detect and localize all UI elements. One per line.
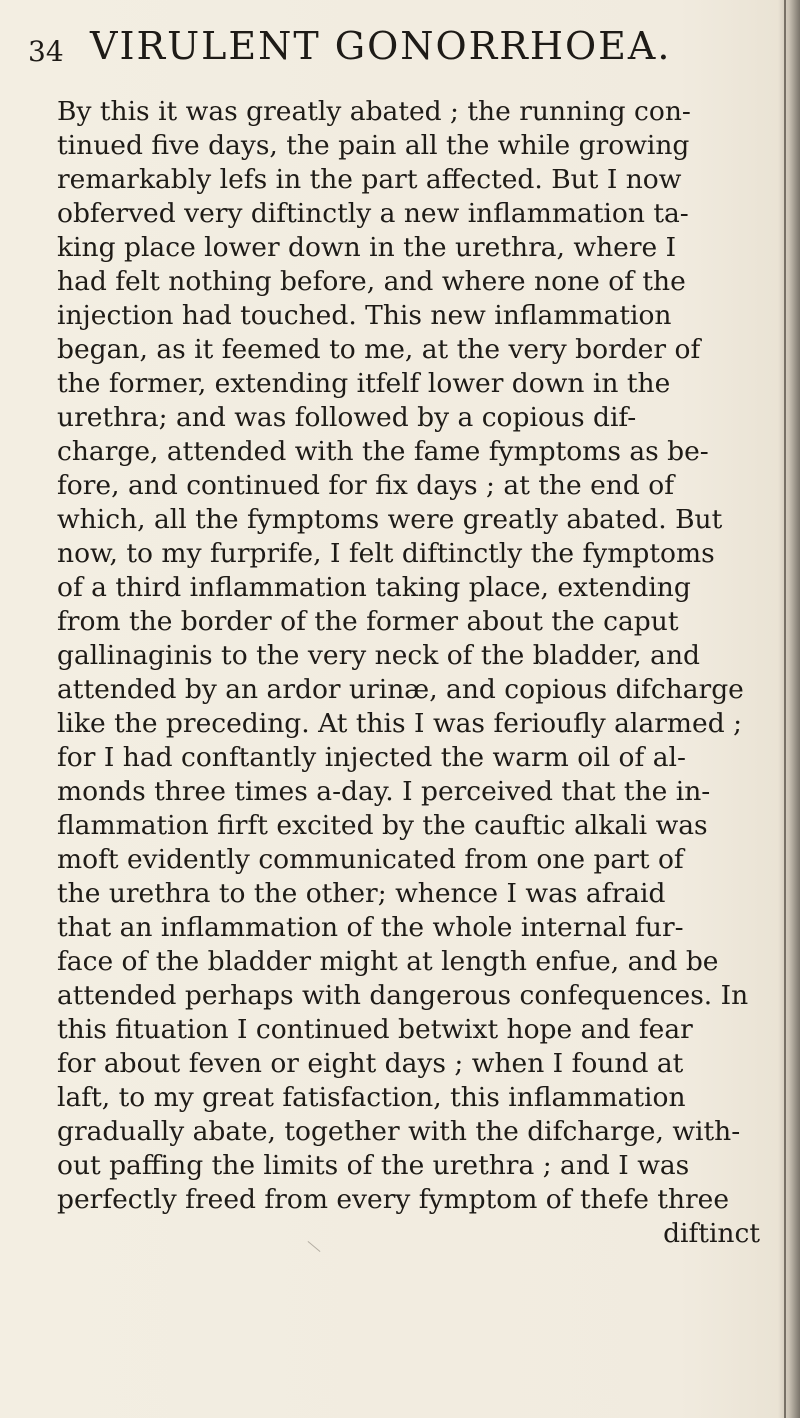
text-line: which, all the fymptoms were greatly abated. But <box>57 504 723 535</box>
text-line: face of the bladder might at length enfue, and be <box>57 946 719 977</box>
text-line: the urethra to the other; whence I was afraid <box>57 878 666 909</box>
text-line: gallinaginis to the very neck of the bladder, and <box>57 640 700 671</box>
book-gutter-shadow <box>778 0 800 1418</box>
text-line: the former, extending itfelf lower down in the <box>57 368 671 399</box>
text-line: moft evidently communicated from one part of <box>57 844 684 875</box>
text-line: like the preceding. At this I was ferioufly alarmed ; <box>57 708 743 739</box>
text-line: injection had touched. This new inflammation <box>57 300 672 331</box>
text-line: monds three times a-day. I perceived that the in- <box>57 776 711 807</box>
catchword: diftinct <box>663 1218 760 1249</box>
text-line: for about feven or eight days ; when I found at <box>57 1048 684 1079</box>
text-line: out paffing the limits of the urethra ; and I was <box>57 1150 690 1181</box>
text-line: king place lower down in the urethra, where I <box>57 232 677 263</box>
text-line: began, as it feemed to me, at the very border of <box>57 334 701 365</box>
text-line: of a third inflammation taking place, extending <box>57 572 691 603</box>
text-line: now, to my furprife, I felt diftinctly the fymptoms <box>57 538 715 569</box>
page-number: 34 <box>28 35 64 68</box>
text-line: laft, to my great fatisfaction, this inflammation <box>57 1082 686 1113</box>
text-line: this fituation I continued betwixt hope and fear <box>57 1014 693 1045</box>
text-line: gradually abate, together with the difcharge, with- <box>57 1116 741 1147</box>
text-line: perfectly freed from every fymptom of thefe three <box>57 1184 730 1215</box>
running-title: VIRULENT GONORRHOEA. <box>90 24 672 68</box>
text-line: urethra; and was followed by a copious dif- <box>57 402 637 433</box>
text-line: fore, and continued for fix days ; at the end of <box>57 470 675 501</box>
text-line: charge, attended with the fame fymptoms as be- <box>57 436 709 467</box>
body-text <box>57 95 792 1251</box>
text-line: that an inflammation of the whole internal fur- <box>57 912 684 943</box>
page-header <box>28 12 768 72</box>
book-gutter-edge <box>784 0 786 1418</box>
text-line: had felt nothing before, and where none of the <box>57 266 686 297</box>
text-line: By this it was greatly abated ; the running con- <box>57 96 691 127</box>
text-line: remarkably lefs in the part affected. But I now <box>57 164 682 195</box>
text-line: attended by an ardor urinæ, and copious difcharge <box>57 674 744 705</box>
text-line: from the border of the former about the caput <box>57 606 679 637</box>
text-line: flammation firft excited by the cauftic alkali was <box>57 810 708 841</box>
text-line: tinued five days, the pain all the while growing <box>57 130 690 161</box>
text-line: attended perhaps with dangerous confequences. In <box>57 980 749 1011</box>
text-line: obferved very diftinctly a new inflammation ta- <box>57 198 689 229</box>
text-line: for I had conftantly injected the warm oil of al- <box>57 742 686 773</box>
